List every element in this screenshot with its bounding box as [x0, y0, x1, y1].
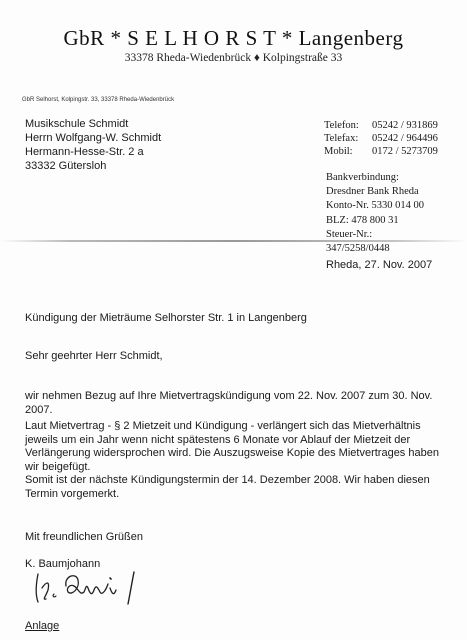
bank-code: BLZ: 478 800 31 — [326, 214, 399, 226]
subject-line: Kündigung der Mieträume Selhorster Str. 1 in Langenberg — [25, 312, 307, 324]
letter-date: Rheda, 27. Nov. 2007 — [326, 259, 433, 271]
mobile-number: 0172 / 5273709 — [372, 146, 438, 157]
bank-account: Konto-Nr. 5330 014 00 — [326, 200, 424, 212]
sender-return-address: GbR Selhorst, Kolpingstr. 33, 33378 Rheda-Wiedenbrück — [22, 97, 175, 103]
company-name: GbR * S E L H O R S T * Langenberg — [63, 26, 404, 50]
salutation: Sehr geehrter Herr Schmidt, — [25, 350, 163, 362]
bank-heading: Bankverbindung: — [326, 172, 399, 183]
tax-label: Steuer-Nr.: — [326, 228, 373, 240]
recipient-line: Hermann-Hesse-Str. 2 a — [25, 146, 144, 158]
mobile-label: Mobil: — [324, 146, 353, 157]
body-line: jeweils um ein Jahr wenn nicht spätestens 6 Monate vor Ablauf der Mietzeit der — [25, 433, 411, 446]
bank-details — [326, 171, 424, 256]
handwritten-signature — [30, 566, 170, 608]
recipient-line: 33332 Gütersloh — [25, 160, 107, 172]
contact-info — [324, 119, 438, 158]
body-paragraph-1 — [25, 390, 445, 417]
bank-name: Dresdner Bank Rheda — [326, 186, 419, 198]
enclosure-note: Anlage — [25, 620, 60, 632]
company-address: 33378 Rheda-Wiedenbrück ♦ Kolpingstraße 33 — [124, 52, 343, 64]
fax-label: Telefax: — [324, 133, 359, 144]
tax-number: 347/5258/0448 — [326, 243, 390, 255]
body-line: wir beigefügt. — [25, 460, 91, 473]
fax-number: 05242 / 964496 — [372, 133, 438, 144]
body-paragraph-2 — [25, 420, 445, 502]
fold-mark — [0, 240, 467, 242]
body-line: Laut Mietvertrag - § 2 Mietzeit und Kündigung - verlängert sich das Mietverhältnis — [25, 420, 421, 432]
body-line: Termin vorgemerkt. — [25, 487, 120, 500]
body-line: wir nehmen Bezug auf Ihre Mietvertragskündigung vom 22. Nov. 2007 zum 30. Nov. — [25, 390, 433, 402]
recipient-line: Musikschule Schmidt — [25, 118, 129, 130]
phone-number: 05242 / 931869 — [372, 120, 438, 131]
recipient-line: Herrn Wolfgang-W. Schmidt — [25, 132, 162, 144]
body-line: 2007. — [25, 403, 53, 416]
body-line: Somit ist der nächste Kündigungstermin der 14. Dezember 2008. Wir haben diesen — [25, 474, 430, 487]
phone-label: Telefon: — [324, 120, 359, 131]
closing: Mit freundlichen Grüßen — [25, 531, 143, 543]
recipient-address — [25, 117, 161, 173]
signer-name: K. Baumjohann — [25, 558, 101, 570]
body-line: Verlängerung widersprochen wird. Die Auszugsweise Kopie des Mietvertrages haben — [25, 447, 439, 460]
